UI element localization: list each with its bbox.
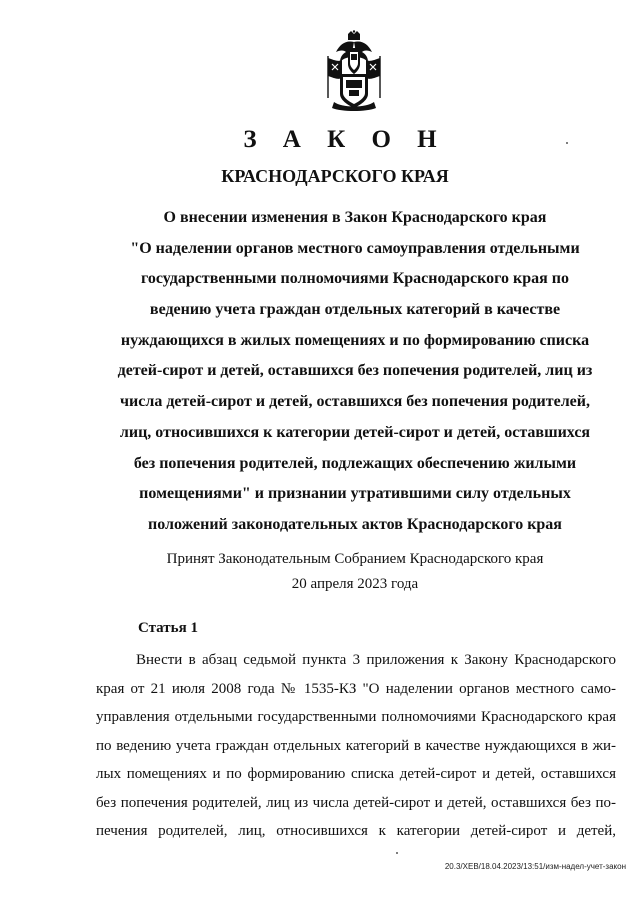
body-line: без попечения родителей, лиц из числа детей-сирот и детей, оставшихся без по- — [96, 794, 616, 811]
adoption-note — [80, 547, 630, 597]
body-line: по ведению учета граждан отдельных категорий в качестве нуждающихся в жи- — [96, 737, 616, 754]
heading-line: ведению учета граждан отдельных категорий в качестве — [149, 301, 561, 319]
heading-line: нуждающихся в жилых помещениях и по формированию списка — [120, 331, 590, 349]
adoption-date: 20 апреля 2023 года — [291, 576, 419, 592]
article-title: Статья 1 — [138, 620, 198, 636]
adoption-body: Принят Законодательным Собранием Краснодарского края — [166, 551, 544, 567]
document-region: КРАСНОДАРСКОГО КРАЯ — [221, 166, 449, 186]
article-body — [96, 646, 616, 846]
scan-dot — [396, 852, 398, 854]
law-heading — [80, 203, 630, 541]
body-line: Внести в абзац седьмой пункта 3 приложения к Закону Краснодарского — [136, 652, 616, 668]
body-line: лых помещениях и по формированию списка детей-сирот и детей, оставшихся — [96, 766, 616, 782]
body-line: управления отдельными государственными полномочиями Краснодарского края — [96, 709, 616, 725]
heading-line: О внесении изменения в Закон Краснодарского края — [163, 209, 547, 226]
heading-line: положений законодательных актов Краснодарского края — [148, 515, 562, 533]
coat-of-arms-emblem — [318, 30, 390, 112]
body-line: печения родителей, лиц, относившихся к категории детей-сирот и детей, — [96, 823, 616, 839]
heading-line: детей-сирот и детей, оставшихся без попечения родителей, лиц из — [117, 362, 593, 380]
heading-line: лиц, относившихся к категории детей-сирот и детей, оставшихся — [119, 423, 591, 441]
heading-line: государственными полномочиями Краснодарского края по — [141, 270, 569, 288]
heading-line: без попечения родителей, подлежащих обеспечению жилыми — [133, 454, 577, 472]
heading-line: "О наделении органов местного самоуправления отдельными — [130, 239, 580, 257]
document-title: З А К О Н — [243, 126, 447, 153]
heading-line: числа детей-сирот и детей, оставшихся без попечения родителей, — [120, 393, 590, 411]
footer-file-code: 20.3/ХЕВ/18.04.2023/13:51/изм-надел-учет-закон — [444, 862, 626, 871]
body-line: края от 21 июля 2008 года № 1535-КЗ "О наделении органов местного само- — [96, 680, 616, 697]
heading-line: помещениями" и признании утратившими силу отдельных — [139, 485, 571, 503]
